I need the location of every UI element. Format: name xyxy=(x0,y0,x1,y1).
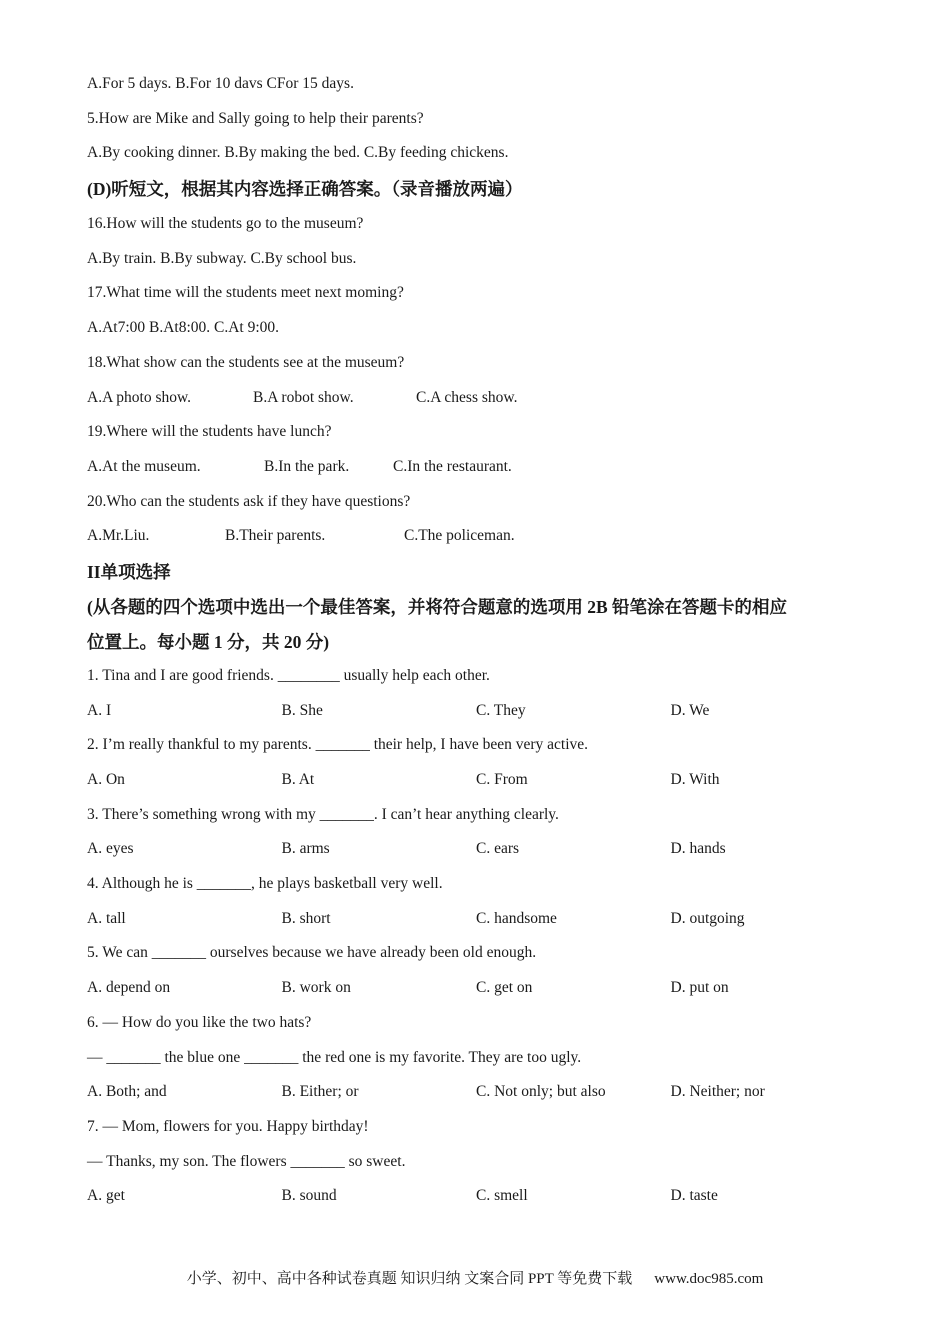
s2-q5-question: 5. We can _______ ourselves because we have already been old enough. xyxy=(87,944,537,962)
s2-q2-options xyxy=(87,770,887,790)
s2-q5-option-a: A. depend on xyxy=(87,979,171,997)
q15-options: A.For 5 days. B.For 10 davs CFor 15 days. xyxy=(87,75,354,92)
section-2-title: II单项选择 xyxy=(87,561,171,582)
s2-q7-question: 7. — Mom, flowers for you. Happy birthday! xyxy=(87,1117,369,1135)
s2-q4-option-d: D. outgoing xyxy=(670,909,745,927)
s2-q5-option-c: C. get on xyxy=(476,979,533,997)
s2-q4-question: 4. Although he is _______, he plays basketball very well. xyxy=(87,875,443,893)
section-2-instructions-line-2: 位置上。每小题 1 分，共 20 分) xyxy=(87,631,330,652)
s2-q2-option-c: C. From xyxy=(476,771,528,788)
s2-q5-option-d: D. put on xyxy=(670,979,729,997)
q20-option-b: B.Their parents. xyxy=(225,527,326,545)
s2-q3-option-d: D. hands xyxy=(670,840,726,858)
s2-q6-response: — _______ the blue one _______ the red one is my favorite. They are too ugly. xyxy=(87,1048,582,1066)
s2-q1-question: 1. Tina and I are good friends. ________ usually help each other. xyxy=(87,666,490,684)
s2-q3-options xyxy=(87,839,887,859)
part-d-heading: (D)听短文，根据其内容选择正确答案。（录音播放两遍） xyxy=(87,179,523,200)
footer-url-link[interactable]: www.doc985.com xyxy=(654,1271,764,1287)
s2-q4-options xyxy=(87,909,887,929)
s2-q5-option-b: B. work on xyxy=(281,979,351,997)
q16-question: 16.How will the students go to the museum? xyxy=(87,215,364,233)
s2-q7-option-b: B. sound xyxy=(281,1187,337,1205)
q20-option-a: A.Mr.Liu. xyxy=(87,527,150,545)
q20-question: 20.Who can the students ask if they have questions? xyxy=(87,492,411,510)
s2-q6-option-b: B. Either; or xyxy=(281,1083,359,1101)
q5-question: 5.How are Mike and Sally going to help their parents? xyxy=(87,109,424,127)
s2-q1-option-a: A. I xyxy=(87,701,112,719)
q18-option-a: A.A photo show. xyxy=(87,388,192,406)
s2-q6-option-a: A. Both; and xyxy=(87,1083,167,1101)
s2-q7-option-a: A. get xyxy=(87,1187,125,1205)
s2-q4-option-c: C. handsome xyxy=(476,909,557,927)
q16-options: A.By train. B.By subway. C.By school bus. xyxy=(87,249,357,267)
s2-q3-option-b: B. arms xyxy=(281,840,330,858)
s2-q6-options xyxy=(87,1082,887,1102)
q18-option-b: B.A robot show. xyxy=(253,388,354,406)
s2-q7-response: — Thanks, my son. The flowers _______ so sweet. xyxy=(87,1152,406,1170)
s2-q1-option-c: C. They xyxy=(476,701,526,719)
s2-q7-options xyxy=(87,1186,887,1206)
s2-q5-options xyxy=(87,978,887,998)
q18-option-c: C.A chess show. xyxy=(416,388,518,406)
s2-q2-option-b: B. At xyxy=(281,771,315,788)
page-footer xyxy=(0,1268,950,1290)
s2-q2-question: 2. I’m really thankful to my parents. _______ their help, I have been very active. xyxy=(87,736,589,754)
s2-q1-option-d: D. We xyxy=(670,701,710,719)
footer-text: 小学、初中、高中各种试卷真题 知识归纳 文案合同 PPT 等免费下载 xyxy=(186,1271,633,1287)
q20-options xyxy=(87,526,887,546)
exam-page xyxy=(87,74,887,1221)
q17-options: A.At7:00 B.At8:00. C.At 9:00. xyxy=(87,319,280,337)
q20-option-c: C.The policeman. xyxy=(404,527,515,545)
q17-question: 17.What time will the students meet next moming? xyxy=(87,284,404,302)
q5-options: A.By cooking dinner. B.By making the bed. C.By feeding chickens. xyxy=(87,144,509,162)
q19-options xyxy=(87,457,887,477)
q18-options xyxy=(87,388,887,408)
q18-question: 18.What show can the students see at the museum? xyxy=(87,353,405,371)
s2-q7-option-d: D. taste xyxy=(670,1187,718,1205)
s2-q2-option-d: D. With xyxy=(670,771,720,788)
s2-q6-option-d: D. Neither; nor xyxy=(670,1083,765,1101)
s2-q3-option-c: C. ears xyxy=(476,840,520,858)
q19-option-c: C.In the restaurant. xyxy=(393,457,512,475)
s2-q1-option-b: B. She xyxy=(281,701,323,719)
s2-q4-option-b: B. short xyxy=(281,909,331,927)
s2-q3-question: 3. There’s something wrong with my _______. I can’t hear anything clearly. xyxy=(87,805,559,823)
q19-option-b: B.In the park. xyxy=(264,457,350,475)
s2-q3-option-a: A. eyes xyxy=(87,840,134,858)
s2-q4-option-a: A. tall xyxy=(87,909,126,927)
q19-question: 19.Where will the students have lunch? xyxy=(87,423,332,441)
s2-q1-options xyxy=(87,701,887,721)
section-2-instructions-line-1: (从各题的四个选项中选出一个最佳答案，并将符合题意的选项用 2B 铅笔涂在答题卡的相应 xyxy=(87,596,787,617)
s2-q2-option-a: A. On xyxy=(87,771,125,788)
s2-q7-option-c: C. smell xyxy=(476,1187,528,1205)
s2-q6-option-c: C. Not only; but also xyxy=(476,1083,606,1101)
q19-option-a: A.At the museum. xyxy=(87,457,201,475)
s2-q6-question: 6. — How do you like the two hats? xyxy=(87,1013,312,1031)
